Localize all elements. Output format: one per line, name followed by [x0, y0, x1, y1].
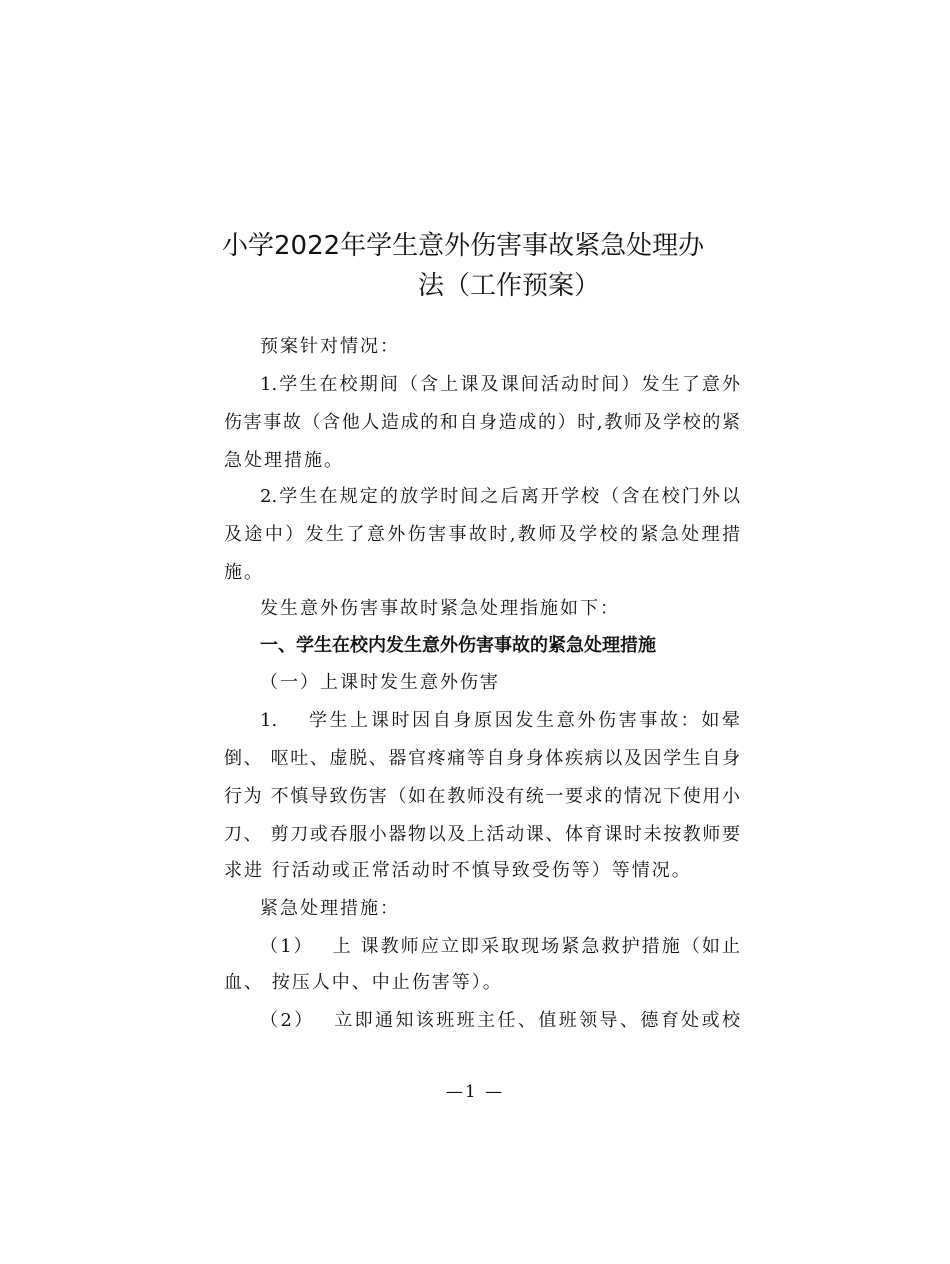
paragraph-line: 发生意外伤害事故时紧急处理指施如下： [260, 598, 620, 619]
paragraph-line: （1） 上 课教师应立即采取现场紧急救护措施（如止 [260, 936, 740, 957]
paragraph-line: 紧急处理措施： [260, 898, 400, 919]
paragraph-line: 倒、 呕吐、虚脱、器官疼痛等自身身体疾病以及因学生自身 [224, 748, 740, 769]
paragraph-line: 伤害事故（含他人造成的和自身造成的）时,教师及学校的紧 [224, 412, 740, 433]
paragraph-line: 求进 行活动或正常活动时不慎导致受伤等）等情况。 [224, 860, 692, 881]
paragraph-line: 血、 按压人中、中止伤害等）。 [224, 972, 503, 993]
section-heading: 一、学生在校内发生意外伤害事故的紧急处理措施 [260, 635, 656, 656]
subsection-heading: （一）上课时发生意外伤害 [260, 672, 500, 693]
paragraph-line: 行为 不慎导致伤害（如在教师没有统一要求的情况下使用小 [224, 786, 740, 807]
page-number: —1 — [445, 1082, 505, 1102]
paragraph-line: 1.学生在校期间（含上课及课间活动时间）发生了意外 [260, 374, 740, 395]
paragraph-intro: 预案针对情况： [260, 336, 400, 357]
document-title-line-1: 小学2022年学生意外伤害事故紧急处理办 [222, 231, 705, 261]
paragraph-line: 1. 学生上课时因自身原因发生意外伤害事故：如晕 [260, 710, 740, 731]
document-title-line-2: 法（工作预案） [418, 271, 601, 301]
paragraph-line: 刀、 剪刀或吞服小器物以及上活动课、体育课时未按教师要 [224, 824, 740, 845]
paragraph-line: （2） 立即通知该班班主任、值班领导、德育处或校 [260, 1010, 740, 1031]
paragraph-line: 及途中）发生了意外伤害事故时,教师及学校的紧急处理措 [224, 524, 740, 545]
paragraph-line: 急处理措施。 [224, 450, 344, 471]
paragraph-line: 2.学生在规定的放学时间之后离开学校（含在校门外以 [260, 486, 740, 507]
paragraph-line: 施。 [224, 562, 264, 583]
